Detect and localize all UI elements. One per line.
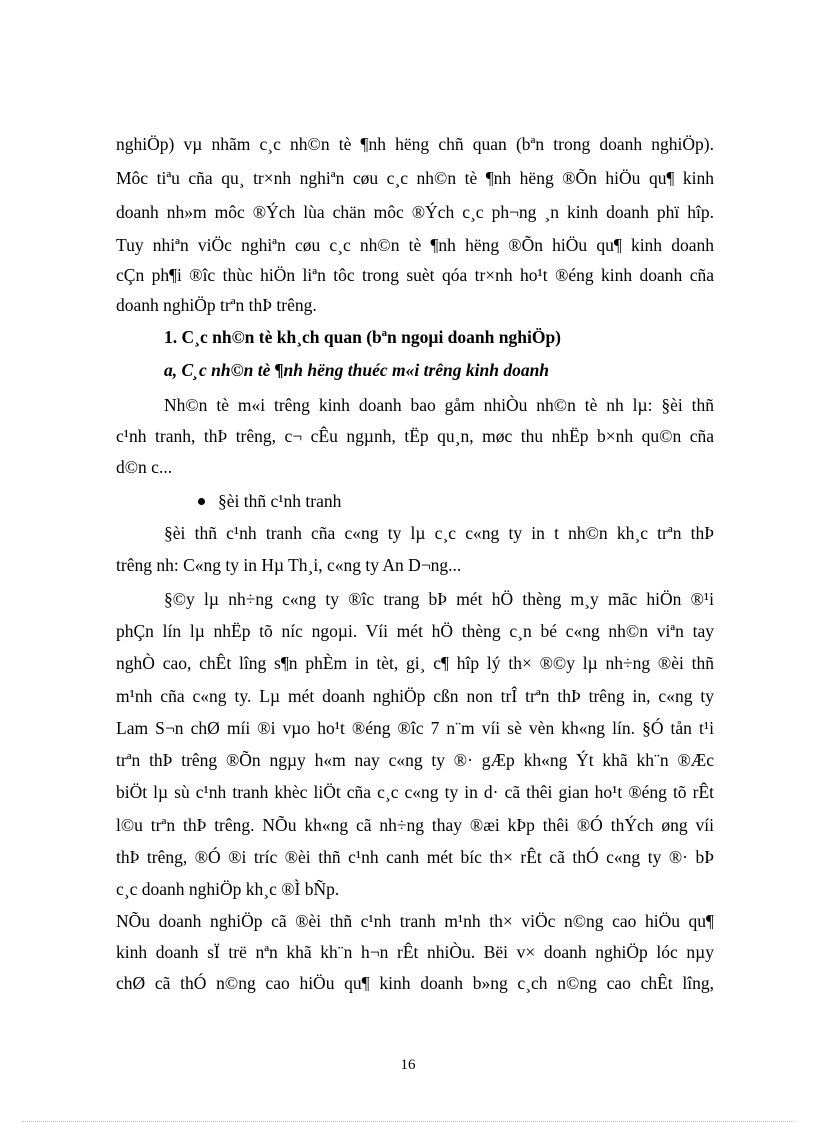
text-line: doanh nghiÖp trªn thÞ trêng. bbox=[116, 295, 317, 315]
text-line: §©y lµ nh÷ng c«ng ty ®îc trang bÞ mét hÖ thèng m¸y mãc hiÖn ®¹i bbox=[164, 589, 714, 609]
text-line: c¹nh tranh, thÞ trêng, c¬ cÊu ngµnh, tËp qu¸n, møc thu nhËp b×nh qu©n cña bbox=[116, 426, 714, 446]
text-line: doanh nh»m môc ®Ých lùa chän môc ®Ých c¸c ph¬ng ¸n kinh doanh phï hîp. bbox=[116, 202, 714, 222]
text-line: §èi thñ c¹nh tranh cña c«ng ty lµ c¸c c«ng ty in t nh©n kh¸c trªn thÞ bbox=[164, 523, 714, 543]
text-line: thÞ trêng, ®Ó ®i tríc ®èi thñ c¹nh canh mét bíc th× rÊt cã thÓ c«ng ty ®· bÞ bbox=[116, 847, 714, 867]
page-number: 16 bbox=[400, 1057, 416, 1073]
text-line: biÖt lµ sù c¹nh tranh khèc liÖt cña c¸c c«ng ty in d· cã thêi gian ho¹t ®éng tõ rÊt bbox=[116, 782, 714, 802]
text-line: l©u trªn thÞ trêng. NÕu kh«ng cã nh÷ng thay ®æi kÞp thêi ®Ó thÝch øng víi bbox=[116, 815, 714, 835]
text-line: chØ cã thÓ n©ng cao hiÖu qu¶ kinh doanh b»ng c¸ch n©ng cao chÊt lîng, bbox=[116, 973, 714, 993]
text-line: Tuy nhiªn viÖc nghiªn cøu c¸c nh©n tè ¶nh hëng ®Õn hiÖu qu¶ kinh doanh bbox=[116, 235, 714, 255]
text-line: d©n c... bbox=[116, 457, 173, 477]
text-line: kinh doanh sÏ trë nªn khã kh¨n h¬n rÊt nhiÒu. Bëi v× doanh nghiÖp lóc nµy bbox=[116, 942, 714, 962]
text-line: trªn thÞ trêng ®Õn ngµy h«m nay c«ng ty ®· gÆp kh«ng Ýt khã kh¨n ®Æc bbox=[116, 750, 714, 770]
text-line: Môc tiªu cña qu¸ tr×nh nghiªn cøu c¸c nh©n tè ¶nh hëng ®Õn hiÖu qu¶ kinh bbox=[116, 168, 714, 188]
text-line: nghiÖp) vµ nhãm c¸c nh©n tè ¶nh hëng chñ quan (bªn trong doanh nghiÖp). bbox=[116, 134, 714, 154]
text-line: trêng nh: C«ng ty in Hµ Th¸i, c«ng ty An D¬ng... bbox=[116, 555, 462, 575]
text-line: c¸c doanh nghiÖp kh¸c ®Ì bÑp. bbox=[116, 879, 340, 899]
bullet-item: §èi thñ c¹nh tranh bbox=[218, 491, 342, 511]
text-line: cÇn ph¶i ®îc thùc hiÖn liªn tôc trong suèt qóa tr×nh ho¹t ®éng kinh doanh cña bbox=[116, 265, 714, 285]
section-heading: 1. C¸c nh©n tè kh¸ch quan (bªn ngoµi doanh nghiÖp) bbox=[164, 327, 562, 347]
text-line: Lam S¬n chØ míi ®i vµo ho¹t ®éng ®îc 7 n¨m víi sè vèn kh«ng lín. §Ó tån t¹i bbox=[116, 718, 714, 738]
subsection-heading: a, C¸c nh©n tè ¶nh hëng thuéc m«i trêng kinh doanh bbox=[164, 360, 550, 380]
text-line: Nh©n tè m«i trêng kinh doanh bao gåm nhiÒu nh©n tè nh lµ: §èi thñ bbox=[164, 395, 714, 415]
page-bottom-divider bbox=[22, 1121, 794, 1122]
text-line: m¹nh cña c«ng ty. Lµ mét doanh nghiÖp cßn non trÎ trªn thÞ trêng in, c«ng ty bbox=[116, 686, 714, 706]
text-line: nghÒ cao, chÊt lîng s¶n phÈm in tèt, gi¸ c¶ hîp lý th× ®©y lµ nh÷ng ®èi thñ bbox=[116, 653, 714, 673]
bullet-icon bbox=[198, 498, 205, 505]
text-line: phÇn lín lµ nhËp tõ níc ngoµi. Víi mét hÖ thèng c¸n bé c«ng nh©n viªn tay bbox=[116, 621, 714, 641]
text-line: NÕu doanh nghiÖp cã ®èi thñ c¹nh tranh m¹nh th× viÖc n©ng cao hiÖu qu¶ bbox=[116, 911, 714, 931]
